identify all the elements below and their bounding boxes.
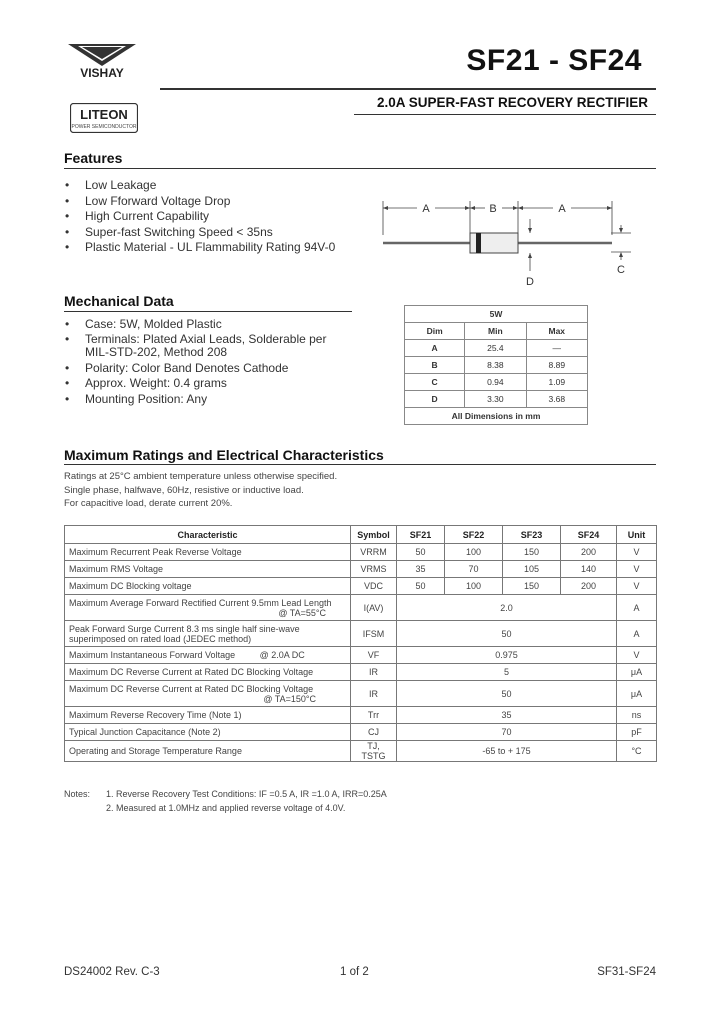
dim-cell: — (526, 340, 587, 357)
col-header: SF21 (397, 526, 445, 544)
note-item: 2. Measured at 1.0MHz and applied reverse voltage of 4.0V. (106, 803, 346, 813)
symbol: VDC (351, 578, 397, 595)
characteristic: Peak Forward Surge Current 8.3 ms single half sine-wave superimposed on rated load (JEDEC method) (65, 621, 351, 647)
unit: V (617, 578, 657, 595)
ratings-title: Maximum Ratings and Electrical Characteristics (64, 447, 384, 463)
characteristic: Maximum Recurrent Peak Reverse Voltage (65, 544, 351, 561)
dim-cell: 3.30 (465, 391, 526, 408)
table-row (65, 578, 657, 595)
dim-label-a-right: A (558, 203, 566, 215)
package-outline-diagram (375, 195, 650, 295)
unit: °C (617, 741, 657, 762)
list-item: • Super-fast Switching Speed < 35ns (63, 225, 363, 241)
col-header: SF24 (561, 526, 617, 544)
value: 70 (397, 724, 617, 741)
condition-line: Ratings at 25°C ambient temperature unless otherwise specified. (64, 471, 338, 482)
list-item: • Low Leakage (63, 178, 363, 194)
ratings-table (64, 525, 657, 762)
symbol: TJ, TSTG (351, 741, 397, 762)
dim-col-header: Min (465, 323, 526, 340)
dim-cell: 8.89 (526, 357, 587, 374)
list-item: • Case: 5W, Molded Plastic (63, 317, 353, 333)
col-header: Unit (617, 526, 657, 544)
subtitle-divider (354, 114, 656, 115)
table-row (65, 595, 657, 621)
list-item: • Mounting Position: Any (63, 392, 353, 408)
value: 200 (561, 578, 617, 595)
symbol: IFSM (351, 621, 397, 647)
characteristic: Maximum Reverse Recovery Time (Note 1) (65, 707, 351, 724)
features-title: Features (64, 150, 123, 166)
col-header: Symbol (351, 526, 397, 544)
page-title: SF21 - SF24 (466, 44, 642, 77)
dim-label-c: C (617, 264, 625, 276)
characteristic (65, 647, 351, 664)
unit: V (617, 561, 657, 578)
liteon-logo-text: LITEON (80, 107, 128, 122)
table-row (65, 664, 657, 681)
col-header: Characteristic (65, 526, 351, 544)
value: -65 to + 175 (397, 741, 617, 762)
table-row (65, 561, 657, 578)
dim-cell: 1.09 (526, 374, 587, 391)
features-list (63, 178, 363, 256)
table-row (405, 340, 588, 357)
unit: ns (617, 707, 657, 724)
dim-cell: C (405, 374, 465, 391)
dim-table-package: 5W (405, 306, 588, 323)
unit: A (617, 621, 657, 647)
table-row (65, 724, 657, 741)
symbol: IR (351, 681, 397, 707)
dim-cell: 0.94 (465, 374, 526, 391)
value: 50 (397, 578, 445, 595)
value: 5 (397, 664, 617, 681)
symbol: VRMS (351, 561, 397, 578)
characteristic (65, 681, 351, 707)
table-row (65, 621, 657, 647)
list-item: • Approx. Weight: 0.4 grams (63, 376, 353, 392)
unit: μA (617, 664, 657, 681)
dim-cell: B (405, 357, 465, 374)
dim-cell: 25.4 (465, 340, 526, 357)
value: 50 (397, 621, 617, 647)
unit: pF (617, 724, 657, 741)
dim-cell: D (405, 391, 465, 408)
value: 35 (397, 707, 617, 724)
list-item: • Plastic Material - UL Flammability Rating 94V-0 (63, 240, 363, 256)
mechanical-divider (64, 311, 352, 312)
value: 140 (561, 561, 617, 578)
symbol: IR (351, 664, 397, 681)
characteristic (65, 595, 351, 621)
note-item: 1. Reverse Recovery Test Conditions: IF =0.5 A, IR =1.0 A, IRR=0.25A (106, 789, 387, 799)
table-row (65, 544, 657, 561)
list-item: • Terminals: Plated Axial Leads, Solderable per MIL-STD-202, Method 208 (63, 333, 353, 359)
col-header: SF23 (503, 526, 561, 544)
value: 2.0 (397, 595, 617, 621)
part-range: SF31-SF24 (597, 966, 656, 978)
value: 100 (445, 578, 503, 595)
table-row (405, 391, 588, 408)
condition-line: For capacitive load, derate current 20%. (64, 498, 233, 509)
dimensions-table (404, 305, 588, 425)
table-row (65, 707, 657, 724)
dim-label-b: B (489, 203, 497, 215)
dim-label-a-left: A (422, 203, 430, 215)
value: 50 (397, 544, 445, 561)
notes-label: Notes: (64, 789, 91, 799)
unit: μA (617, 681, 657, 707)
characteristic: Typical Junction Capacitance (Note 2) (65, 724, 351, 741)
characteristic: Maximum DC Reverse Current at Rated DC Blocking Voltage (65, 664, 351, 681)
symbol: I(AV) (351, 595, 397, 621)
unit: V (617, 544, 657, 561)
value: 150 (503, 544, 561, 561)
header-divider (160, 88, 656, 90)
doc-id: DS24002 Rev. C-3 (64, 966, 160, 978)
value: 150 (503, 578, 561, 595)
table-row (65, 647, 657, 664)
list-item: • High Current Capability (63, 209, 363, 225)
list-item: • Polarity: Color Band Denotes Cathode (63, 361, 353, 377)
symbol: Trr (351, 707, 397, 724)
notes-list (106, 787, 626, 815)
characteristic: Operating and Storage Temperature Range (65, 741, 351, 762)
value: 105 (503, 561, 561, 578)
value: 100 (445, 544, 503, 561)
condition-line: Single phase, halfwave, 60Hz, resistive or inductive load. (64, 484, 304, 496)
value: 0.975 (397, 647, 617, 664)
mechanical-title: Mechanical Data (64, 293, 174, 309)
condition: @ TA=55°C (278, 607, 326, 618)
condition: @ 2.0A DC (259, 650, 305, 660)
value: 70 (445, 561, 503, 578)
list-item: • Low Fforward Voltage Drop (63, 194, 363, 210)
symbol: VF (351, 647, 397, 664)
dim-col-header: Max (526, 323, 587, 340)
ratings-divider (64, 464, 656, 465)
mechanical-list (63, 317, 353, 407)
symbol: CJ (351, 724, 397, 741)
dim-cell: 8.38 (465, 357, 526, 374)
characteristic-text: Maximum DC Reverse Current at Rated DC Blocking Voltage (69, 683, 314, 694)
unit: A (617, 595, 657, 621)
characteristic: Maximum RMS Voltage (65, 561, 351, 578)
value: 50 (397, 681, 617, 707)
ratings-conditions (64, 470, 584, 511)
unit: V (617, 647, 657, 664)
characteristic: Maximum DC Blocking voltage (65, 578, 351, 595)
liteon-logo-tag: POWER SEMICONDUCTOR (71, 124, 137, 130)
condition: @ TA=150°C (263, 693, 316, 704)
characteristic-text: Maximum Instantaneous Forward Voltage (69, 650, 236, 660)
table-row (405, 374, 588, 391)
dim-table-footer: All Dimensions in mm (405, 408, 588, 425)
dim-label-d: D (526, 276, 534, 288)
value: 200 (561, 544, 617, 561)
vishay-logo (68, 44, 136, 80)
dim-cell: 3.68 (526, 391, 587, 408)
features-divider (64, 168, 656, 169)
vishay-logo-text: VISHAY (80, 66, 124, 80)
liteon-logo (70, 103, 138, 133)
symbol: VRRM (351, 544, 397, 561)
table-row (65, 741, 657, 762)
table-row (405, 357, 588, 374)
page-subtitle: 2.0A SUPER-FAST RECOVERY RECTIFIER (376, 95, 648, 110)
dim-col-header: Dim (405, 323, 465, 340)
table-row (65, 681, 657, 707)
value: 35 (397, 561, 445, 578)
characteristic-text: Maximum Average Forward Rectified Current 9.5mm Lead Length (69, 597, 332, 608)
dim-cell: A (405, 340, 465, 357)
page-number: 1 of 2 (340, 966, 369, 978)
col-header: SF22 (445, 526, 503, 544)
